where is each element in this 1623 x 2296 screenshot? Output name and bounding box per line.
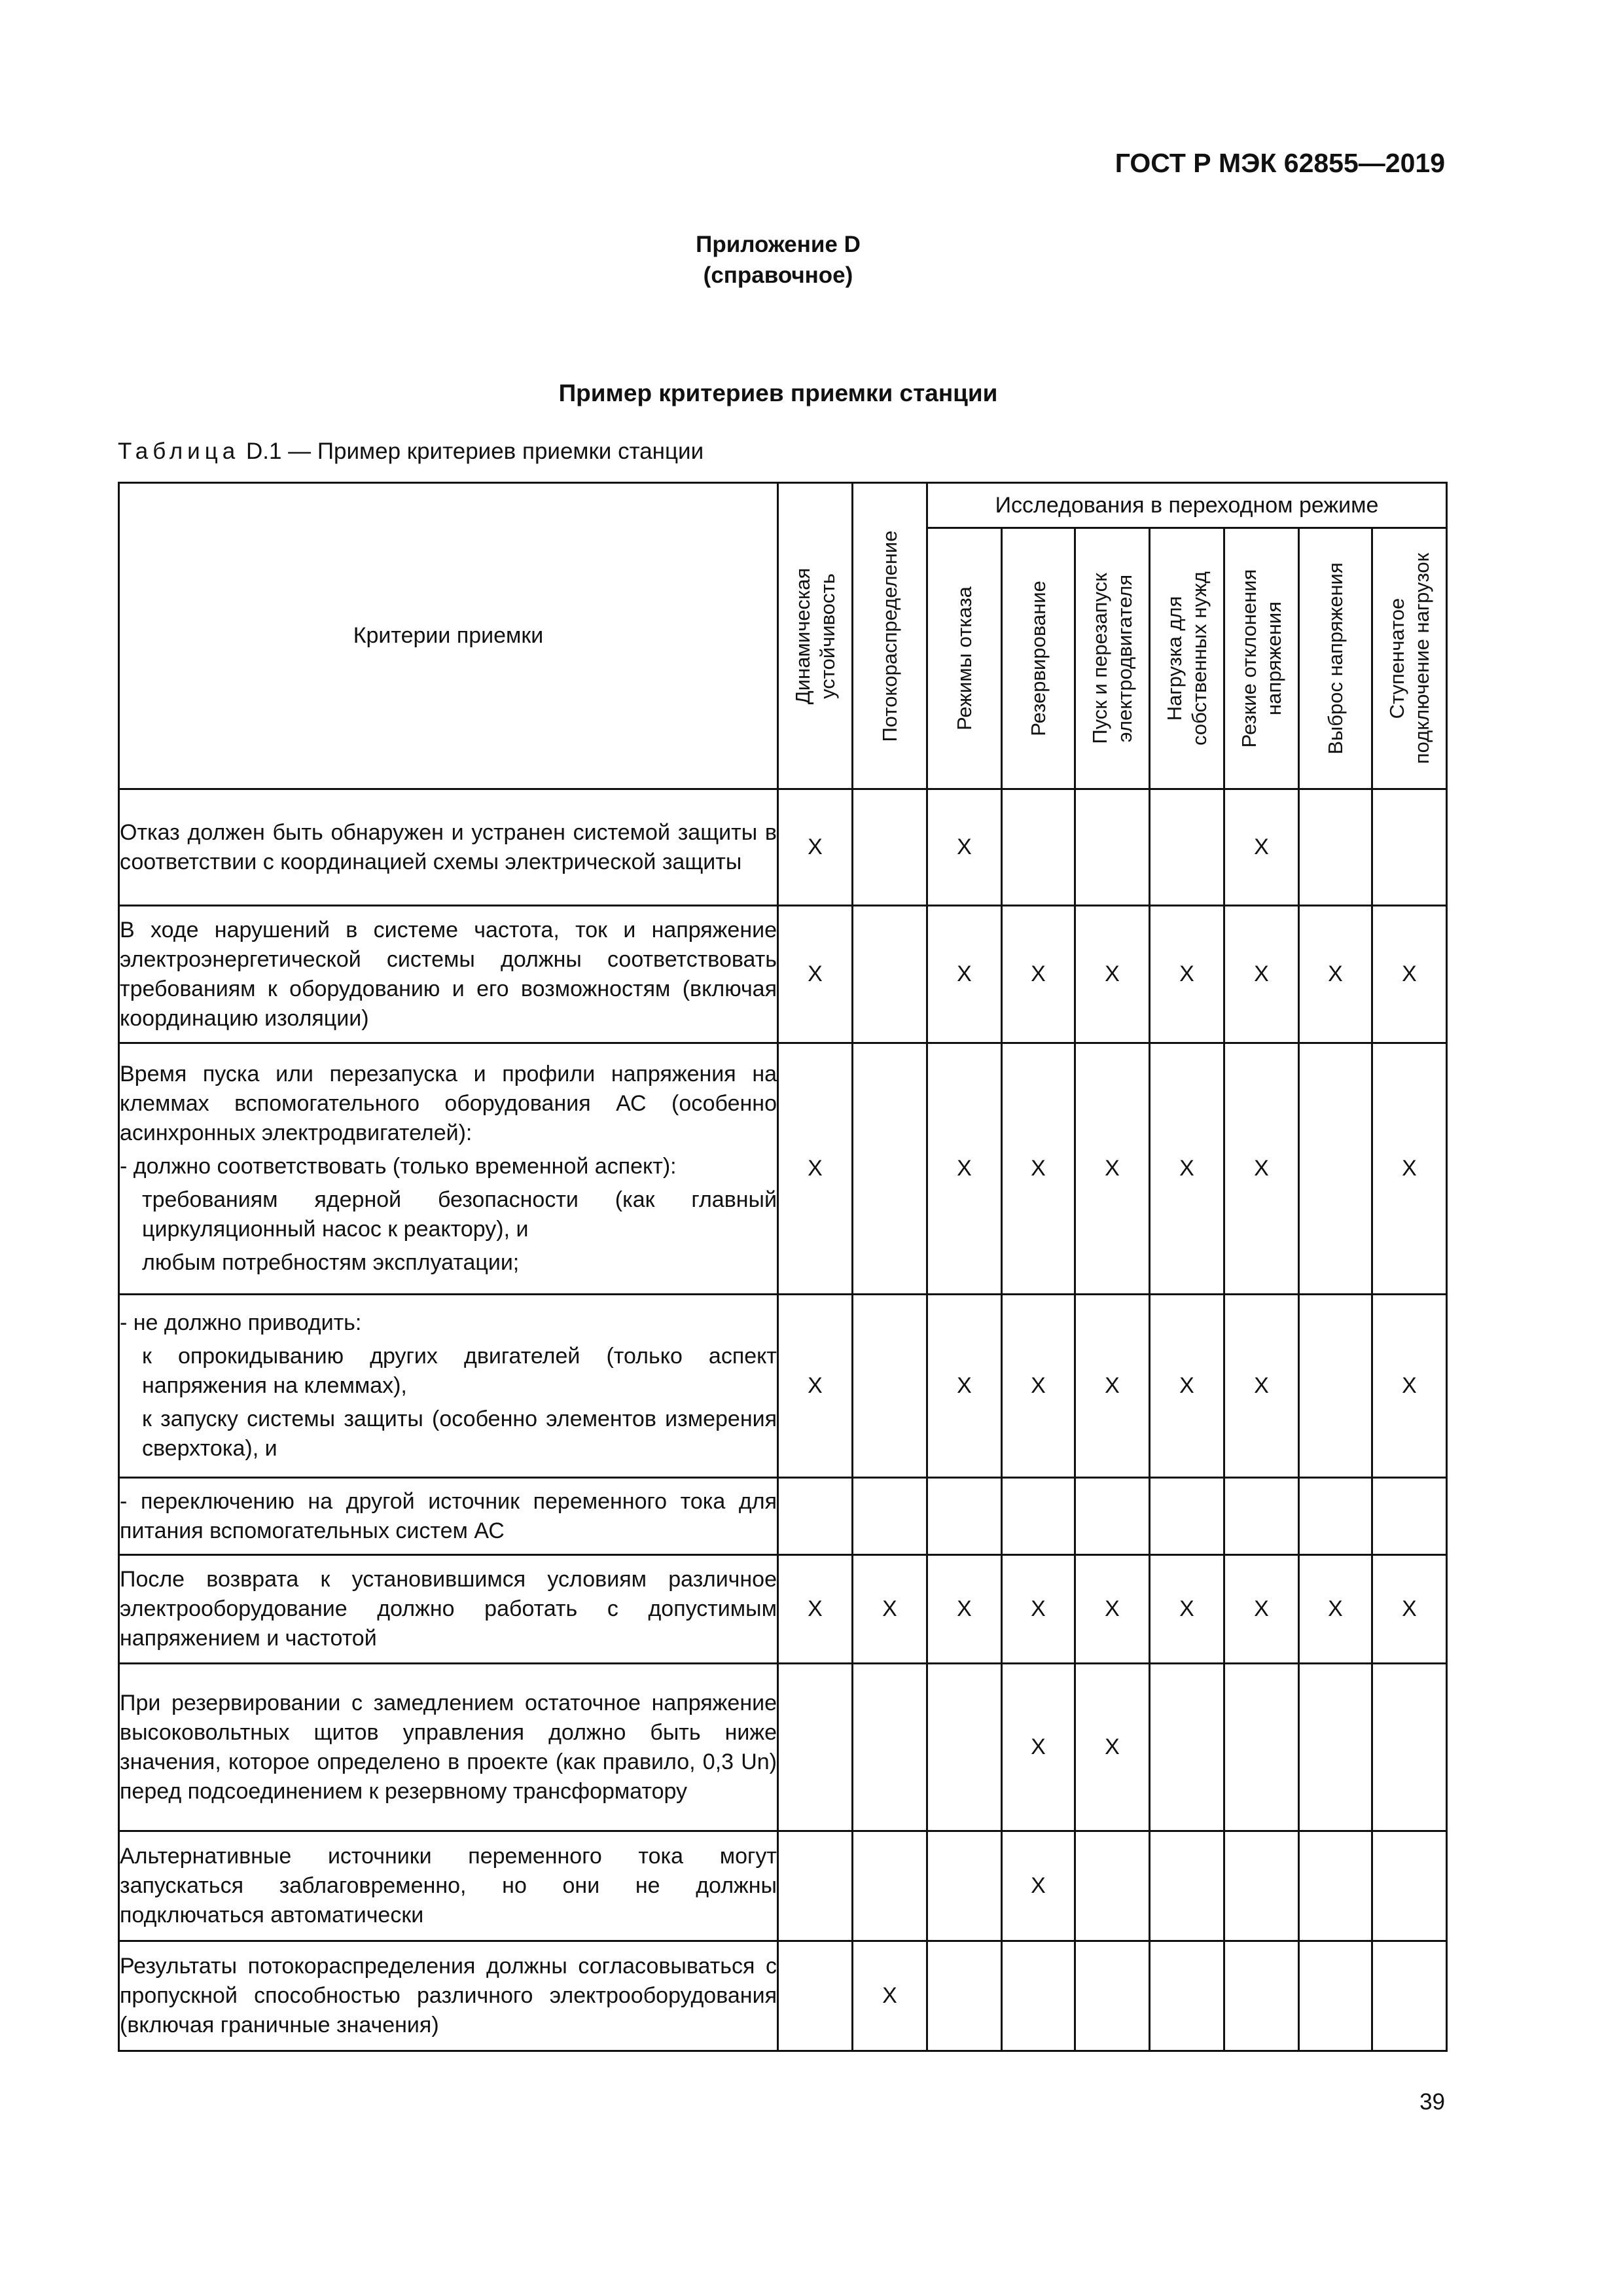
mark-cell bbox=[853, 1664, 927, 1831]
mark-cell bbox=[1372, 1831, 1447, 1941]
header-text: Динамическая bbox=[791, 567, 814, 704]
mark-cell: X bbox=[927, 789, 1002, 906]
table-row bbox=[119, 1555, 1447, 1664]
header-text: Пуск и перезапуск bbox=[1088, 573, 1111, 744]
mark-cell bbox=[853, 906, 927, 1043]
acceptance-criteria-table bbox=[118, 482, 1448, 2052]
mark-cell: X bbox=[1075, 1043, 1150, 1295]
mark-cell bbox=[1224, 1941, 1299, 2051]
mark-cell bbox=[778, 1664, 853, 1831]
header-text: напряжения bbox=[1262, 601, 1285, 716]
mark-cell bbox=[1299, 1831, 1372, 1941]
mark-cell: X bbox=[1224, 1295, 1299, 1478]
mark-cell: X bbox=[1224, 789, 1299, 906]
mark-cell bbox=[1224, 1664, 1299, 1831]
mark-cell bbox=[927, 1664, 1002, 1831]
load-stepping-column-header bbox=[1372, 528, 1447, 789]
criteria-cell bbox=[119, 1555, 778, 1664]
mark-cell bbox=[1299, 1941, 1372, 2051]
mark-cell bbox=[927, 1831, 1002, 1941]
mark-cell: X bbox=[1224, 1555, 1299, 1664]
header-text: Резкие отклонения bbox=[1237, 569, 1260, 748]
mark-cell: X bbox=[853, 1555, 927, 1664]
mark-cell bbox=[1224, 1478, 1299, 1555]
mark-cell bbox=[1299, 1295, 1372, 1478]
mark-cell bbox=[1150, 1478, 1224, 1555]
criteria-text: При резервировании с замедлением остаточное напряжение высоковольтных щитов управления должно быть ниже значения, которое определено в проекте (как правило, 0,3 Un) перед подсоединением к резервному трансформатору bbox=[120, 1690, 777, 1804]
mark-cell bbox=[1150, 1941, 1224, 2051]
mark-cell bbox=[1075, 1478, 1150, 1555]
mark-cell: X bbox=[1372, 1295, 1447, 1478]
mark-cell bbox=[1002, 1478, 1075, 1555]
table-row bbox=[119, 1043, 1447, 1295]
table-caption-text: D.1 — Пример критериев приемки станции bbox=[240, 439, 704, 464]
mark-cell: X bbox=[1150, 1555, 1224, 1664]
header-text: подключение нагрузок bbox=[1410, 552, 1433, 764]
header-row-1 bbox=[119, 483, 1447, 528]
mark-cell bbox=[778, 1941, 853, 2051]
mark-cell bbox=[853, 789, 927, 906]
mark-cell: X bbox=[1002, 1295, 1075, 1478]
criteria-text: Время пуска или перезапуска и профили напряжения на клеммах вспомогательного оборудования АС (особенно асинхронных электродвигателей): bbox=[120, 1062, 777, 1145]
header-text: Нагрузка для bbox=[1162, 596, 1186, 721]
criteria-text: - должно соответствовать (только временной аспект): bbox=[120, 1154, 677, 1179]
redundancy-column-header bbox=[1002, 528, 1075, 789]
mark-cell: X bbox=[1372, 1043, 1447, 1295]
mark-cell: X bbox=[778, 1555, 853, 1664]
mark-cell: X bbox=[1075, 1295, 1150, 1478]
mark-cell: X bbox=[1002, 906, 1075, 1043]
mark-cell bbox=[1299, 1043, 1372, 1295]
mark-cell: X bbox=[778, 1043, 853, 1295]
criteria-text: Отказ должен быть обнаружен и устранен системой защиты в соответствии с координацией схемы электрической защиты bbox=[120, 819, 777, 874]
criteria-text: Результаты потокораспределения должны согласовываться с пропускной способностью различного электрооборудования (включая граничные значения) bbox=[120, 1954, 777, 2037]
mark-cell bbox=[1075, 789, 1150, 906]
criteria-text: После возврата к установившимся условиям различное электрооборудование должно работать с допустимым напряжением и частотой bbox=[120, 1567, 777, 1651]
mark-cell bbox=[853, 1831, 927, 1941]
criteria-cell bbox=[119, 1043, 778, 1295]
criteria-text: требованиям ядерной безопасности (как главный циркуляционный насос к реактору), и bbox=[142, 1187, 777, 1242]
criteria-cell bbox=[119, 1295, 778, 1478]
mark-cell: X bbox=[1372, 1555, 1447, 1664]
header-text: Потокораспределение bbox=[878, 530, 901, 742]
header-text: Резервирование bbox=[1026, 581, 1050, 736]
header-text: электродвигателя bbox=[1113, 574, 1136, 743]
mark-cell: X bbox=[1002, 1555, 1075, 1664]
mark-cell bbox=[1075, 1941, 1150, 2051]
criteria-text: к опрокидыванию других двигателей (только аспект напряжения на клеммах), bbox=[142, 1344, 777, 1398]
load-flow-column-header bbox=[853, 483, 927, 789]
mark-cell: X bbox=[1150, 1043, 1224, 1295]
mark-cell bbox=[778, 1478, 853, 1555]
criteria-text: Альтернативные источники переменного тока могут запускаться заблаговременно, но они не должны подключаться автоматически bbox=[120, 1844, 777, 1928]
mark-cell bbox=[1002, 1941, 1075, 2051]
mark-cell bbox=[1372, 1478, 1447, 1555]
mark-cell: X bbox=[778, 906, 853, 1043]
mark-cell: X bbox=[1224, 906, 1299, 1043]
table-row bbox=[119, 1664, 1447, 1831]
mark-cell: X bbox=[1299, 1555, 1372, 1664]
criteria-text: к запуску системы защиты (особенно элементов измерения сверхтока), и bbox=[142, 1407, 777, 1461]
criteria-cell bbox=[119, 1664, 778, 1831]
table-row bbox=[119, 906, 1447, 1043]
table-row bbox=[119, 1941, 1447, 2051]
criteria-cell bbox=[119, 1941, 778, 2051]
mark-cell bbox=[1150, 1831, 1224, 1941]
header-text: устойчивость bbox=[815, 573, 839, 699]
page-number: 39 bbox=[1419, 2089, 1445, 2115]
header-text: Режимы отказа bbox=[952, 586, 976, 730]
criteria-text: любым потребностям эксплуатации; bbox=[142, 1250, 520, 1275]
mark-cell bbox=[1150, 1664, 1224, 1831]
annex-heading bbox=[0, 229, 1556, 291]
mark-cell bbox=[927, 1478, 1002, 1555]
table-caption bbox=[118, 439, 704, 465]
mark-cell bbox=[1299, 789, 1372, 906]
mark-cell: X bbox=[1299, 906, 1372, 1043]
voltage-dip-column-header bbox=[1224, 528, 1299, 789]
standard-header: ГОСТ Р МЭК 62855—2019 bbox=[1115, 148, 1445, 178]
mark-cell bbox=[1372, 1664, 1447, 1831]
mark-cell bbox=[853, 1043, 927, 1295]
mark-cell: X bbox=[1224, 1043, 1299, 1295]
table-row bbox=[119, 1295, 1447, 1478]
criteria-text: - не должно приводить: bbox=[120, 1310, 362, 1335]
mark-cell: X bbox=[1150, 1295, 1224, 1478]
table-row bbox=[119, 1478, 1447, 1555]
mark-cell: X bbox=[778, 1295, 853, 1478]
mark-cell: X bbox=[1002, 1831, 1075, 1941]
mark-cell bbox=[1372, 1941, 1447, 2051]
mark-cell: X bbox=[1372, 906, 1447, 1043]
mark-cell: X bbox=[853, 1941, 927, 2051]
mark-cell: X bbox=[1150, 906, 1224, 1043]
mark-cell bbox=[1372, 789, 1447, 906]
mark-cell bbox=[1299, 1664, 1372, 1831]
criteria-text: - переключению на другой источник переменного тока для питания вспомогательных систем АС bbox=[120, 1488, 777, 1543]
mark-cell bbox=[853, 1295, 927, 1478]
page-title: Пример критериев приемки станции bbox=[558, 380, 998, 406]
table-row bbox=[119, 1831, 1447, 1941]
mark-cell bbox=[927, 1941, 1002, 2051]
mark-cell bbox=[778, 1831, 853, 1941]
mark-cell: X bbox=[927, 1555, 1002, 1664]
voltage-surge-column-header bbox=[1299, 528, 1372, 789]
dynamic-stability-column-header bbox=[778, 483, 853, 789]
mark-cell: X bbox=[927, 1295, 1002, 1478]
criteria-cell bbox=[119, 906, 778, 1043]
header-text: Выброс напряжения bbox=[1323, 562, 1347, 755]
criteria-cell bbox=[119, 789, 778, 906]
mark-cell: X bbox=[1075, 1555, 1150, 1664]
criteria-cell bbox=[119, 1478, 778, 1555]
mark-cell bbox=[1075, 1831, 1150, 1941]
annex-status: (справочное) bbox=[703, 262, 853, 288]
motor-start-column-header bbox=[1075, 528, 1150, 789]
criteria-text: В ходе нарушений в системе частота, ток и напряжение электроэнергетической системы должны соответствовать требованиям к оборудованию и его возможностям (включая координацию изоляции) bbox=[120, 917, 777, 1031]
transient-group-header: Исследования в переходном режиме bbox=[927, 483, 1447, 528]
table-caption-prefix: Таблица bbox=[118, 439, 240, 464]
mark-cell: X bbox=[1002, 1664, 1075, 1831]
header-text: собственных нужд bbox=[1187, 571, 1211, 745]
mark-cell: X bbox=[927, 906, 1002, 1043]
mark-cell: X bbox=[778, 789, 853, 906]
mark-cell bbox=[1002, 789, 1075, 906]
table-row bbox=[119, 789, 1447, 906]
mark-cell: X bbox=[927, 1043, 1002, 1295]
mark-cell bbox=[1224, 1831, 1299, 1941]
mark-cell: X bbox=[1002, 1043, 1075, 1295]
mark-cell: X bbox=[1075, 1664, 1150, 1831]
failure-modes-column-header bbox=[927, 528, 1002, 789]
criteria-column-header: Критерии приемки bbox=[119, 483, 778, 789]
mark-cell bbox=[853, 1478, 927, 1555]
annex-label: Приложение D bbox=[696, 232, 861, 257]
mark-cell bbox=[1150, 789, 1224, 906]
criteria-cell bbox=[119, 1831, 778, 1941]
header-text: Ступенчатое bbox=[1385, 598, 1408, 719]
mark-cell bbox=[1299, 1478, 1372, 1555]
auxiliary-load-column-header bbox=[1150, 528, 1224, 789]
mark-cell: X bbox=[1075, 906, 1150, 1043]
